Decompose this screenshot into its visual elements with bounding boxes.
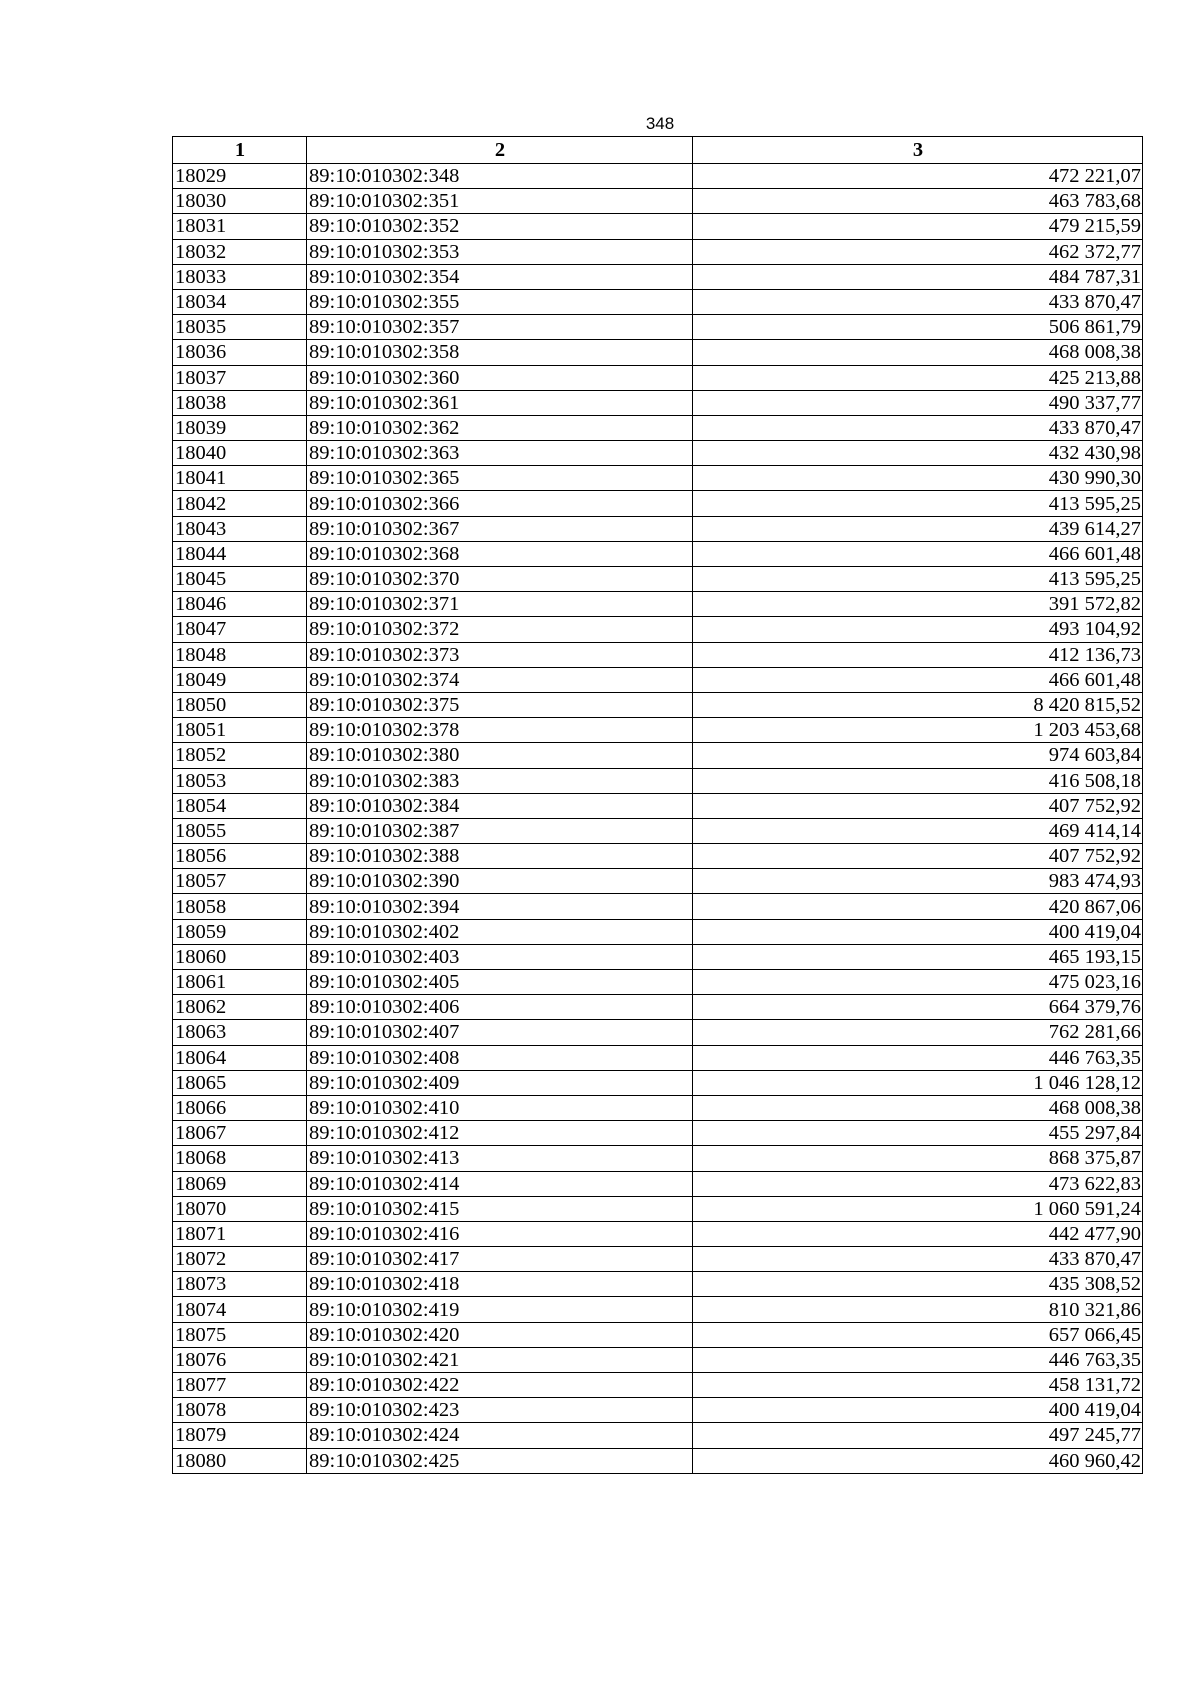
value-cell: 466 601,48 [693,667,1143,692]
cadastral-number-cell: 89:10:010302:412 [307,1121,693,1146]
row-number-cell: 18072 [173,1247,307,1272]
value-cell: 472 221,07 [693,164,1143,189]
cadastral-number-cell: 89:10:010302:419 [307,1297,693,1322]
row-number-cell: 18053 [173,768,307,793]
cadastral-number-cell: 89:10:010302:406 [307,995,693,1020]
row-number-cell: 18066 [173,1095,307,1120]
value-cell: 433 870,47 [693,1247,1143,1272]
cadastral-number-cell: 89:10:010302:413 [307,1146,693,1171]
table-row [173,365,1143,390]
row-number-cell: 18060 [173,944,307,969]
value-cell: 983 474,93 [693,869,1143,894]
table-row [173,491,1143,516]
cadastral-number-cell: 89:10:010302:348 [307,164,693,189]
cadastral-number-cell: 89:10:010302:421 [307,1347,693,1372]
table-row [173,844,1143,869]
cadastral-number-cell: 89:10:010302:424 [307,1423,693,1448]
cadastral-number-cell: 89:10:010302:415 [307,1196,693,1221]
value-cell: 868 375,87 [693,1146,1143,1171]
row-number-cell: 18068 [173,1146,307,1171]
cadastral-number-cell: 89:10:010302:351 [307,189,693,214]
cadastral-number-cell: 89:10:010302:425 [307,1448,693,1473]
value-cell: 407 752,92 [693,844,1143,869]
cadastral-number-cell: 89:10:010302:352 [307,214,693,239]
row-number-cell: 18061 [173,970,307,995]
row-number-cell: 18049 [173,667,307,692]
cadastral-number-cell: 89:10:010302:362 [307,415,693,440]
value-cell: 442 477,90 [693,1221,1143,1246]
cadastral-number-cell: 89:10:010302:405 [307,970,693,995]
cadastral-number-cell: 89:10:010302:416 [307,1221,693,1246]
cadastral-number-cell: 89:10:010302:374 [307,667,693,692]
table-row [173,1448,1143,1473]
row-number-cell: 18031 [173,214,307,239]
page-number: 348 [645,114,675,133]
table-row [173,390,1143,415]
value-cell: 420 867,06 [693,894,1143,919]
table-row [173,567,1143,592]
row-number-cell: 18055 [173,818,307,843]
cadastral-number-cell: 89:10:010302:390 [307,869,693,894]
cadastral-number-cell: 89:10:010302:367 [307,516,693,541]
table-row [173,818,1143,843]
row-number-cell: 18078 [173,1398,307,1423]
table-row [173,1221,1143,1246]
cadastral-number-cell: 89:10:010302:417 [307,1247,693,1272]
table-row [173,1347,1143,1372]
row-number-cell: 18070 [173,1196,307,1221]
value-cell: 497 245,77 [693,1423,1143,1448]
registry-table [172,136,1143,1474]
row-number-cell: 18046 [173,592,307,617]
table-row [173,1146,1143,1171]
cadastral-number-cell: 89:10:010302:373 [307,642,693,667]
value-cell: 657 066,45 [693,1322,1143,1347]
value-cell: 1 060 591,24 [693,1196,1143,1221]
table-row [173,1095,1143,1120]
row-number-cell: 18038 [173,390,307,415]
row-number-cell: 18065 [173,1070,307,1095]
cadastral-number-cell: 89:10:010302:384 [307,793,693,818]
cadastral-number-cell: 89:10:010302:410 [307,1095,693,1120]
row-number-cell: 18059 [173,919,307,944]
table-row [173,1297,1143,1322]
value-cell: 432 430,98 [693,441,1143,466]
row-number-cell: 18069 [173,1171,307,1196]
row-number-cell: 18064 [173,1045,307,1070]
column-header-2: 2 [307,137,693,164]
value-cell: 455 297,84 [693,1121,1143,1146]
value-cell: 490 337,77 [693,390,1143,415]
value-cell: 1 046 128,12 [693,1070,1143,1095]
table-row [173,541,1143,566]
value-cell: 413 595,25 [693,567,1143,592]
table-row [173,617,1143,642]
cadastral-number-cell: 89:10:010302:375 [307,692,693,717]
value-cell: 468 008,38 [693,1095,1143,1120]
row-number-cell: 18052 [173,743,307,768]
table-row [173,894,1143,919]
row-number-cell: 18063 [173,1020,307,1045]
row-number-cell: 18045 [173,567,307,592]
value-cell: 1 203 453,68 [693,718,1143,743]
cadastral-number-cell: 89:10:010302:402 [307,919,693,944]
value-cell: 446 763,35 [693,1045,1143,1070]
cadastral-number-cell: 89:10:010302:422 [307,1373,693,1398]
value-cell: 446 763,35 [693,1347,1143,1372]
cadastral-number-cell: 89:10:010302:380 [307,743,693,768]
value-cell: 466 601,48 [693,541,1143,566]
table-row [173,1020,1143,1045]
value-cell: 465 193,15 [693,944,1143,969]
value-cell: 400 419,04 [693,1398,1143,1423]
cadastral-number-cell: 89:10:010302:420 [307,1322,693,1347]
row-number-cell: 18057 [173,869,307,894]
table-row [173,970,1143,995]
table-row [173,743,1143,768]
value-cell: 391 572,82 [693,592,1143,617]
table-row [173,1423,1143,1448]
row-number-cell: 18077 [173,1373,307,1398]
value-cell: 468 008,38 [693,340,1143,365]
table-row [173,642,1143,667]
table-row [173,919,1143,944]
table-row [173,667,1143,692]
header-row [173,137,1143,164]
row-number-cell: 18044 [173,541,307,566]
value-cell: 8 420 815,52 [693,692,1143,717]
value-cell: 400 419,04 [693,919,1143,944]
table-row [173,1272,1143,1297]
cadastral-number-cell: 89:10:010302:407 [307,1020,693,1045]
cadastral-number-cell: 89:10:010302:423 [307,1398,693,1423]
cadastral-number-cell: 89:10:010302:371 [307,592,693,617]
cadastral-number-cell: 89:10:010302:372 [307,617,693,642]
value-cell: 425 213,88 [693,365,1143,390]
value-cell: 463 783,68 [693,189,1143,214]
row-number-cell: 18041 [173,466,307,491]
value-cell: 484 787,31 [693,264,1143,289]
table-row [173,1196,1143,1221]
table-row [173,1070,1143,1095]
table-body [173,164,1143,1474]
table-row [173,1045,1143,1070]
table-row [173,995,1143,1020]
cadastral-number-cell: 89:10:010302:360 [307,365,693,390]
table-row [173,1171,1143,1196]
cadastral-number-cell: 89:10:010302:361 [307,390,693,415]
table-row [173,592,1143,617]
row-number-cell: 18051 [173,718,307,743]
cadastral-number-cell: 89:10:010302:418 [307,1272,693,1297]
cadastral-number-cell: 89:10:010302:409 [307,1070,693,1095]
value-cell: 435 308,52 [693,1272,1143,1297]
cadastral-number-cell: 89:10:010302:414 [307,1171,693,1196]
cadastral-number-cell: 89:10:010302:357 [307,315,693,340]
row-number-cell: 18032 [173,239,307,264]
cadastral-number-cell: 89:10:010302:403 [307,944,693,969]
value-cell: 433 870,47 [693,415,1143,440]
table-row [173,315,1143,340]
table-row [173,768,1143,793]
row-number-cell: 18037 [173,365,307,390]
value-cell: 416 508,18 [693,768,1143,793]
row-number-cell: 18075 [173,1322,307,1347]
row-number-cell: 18047 [173,617,307,642]
cadastral-number-cell: 89:10:010302:370 [307,567,693,592]
row-number-cell: 18074 [173,1297,307,1322]
row-number-cell: 18054 [173,793,307,818]
value-cell: 433 870,47 [693,289,1143,314]
row-number-cell: 18067 [173,1121,307,1146]
table-row [173,1322,1143,1347]
table-row [173,516,1143,541]
row-number-cell: 18034 [173,289,307,314]
cadastral-number-cell: 89:10:010302:358 [307,340,693,365]
cadastral-number-cell: 89:10:010302:383 [307,768,693,793]
table-row [173,239,1143,264]
row-number-cell: 18040 [173,441,307,466]
row-number-cell: 18080 [173,1448,307,1473]
table-row [173,340,1143,365]
table-row [173,214,1143,239]
value-cell: 479 215,59 [693,214,1143,239]
row-number-cell: 18050 [173,692,307,717]
value-cell: 413 595,25 [693,491,1143,516]
row-number-cell: 18079 [173,1423,307,1448]
value-cell: 460 960,42 [693,1448,1143,1473]
value-cell: 430 990,30 [693,466,1143,491]
row-number-cell: 18043 [173,516,307,541]
value-cell: 473 622,83 [693,1171,1143,1196]
cadastral-number-cell: 89:10:010302:354 [307,264,693,289]
value-cell: 458 131,72 [693,1373,1143,1398]
row-number-cell: 18033 [173,264,307,289]
row-number-cell: 18029 [173,164,307,189]
value-cell: 664 379,76 [693,995,1143,1020]
row-number-cell: 18035 [173,315,307,340]
value-cell: 506 861,79 [693,315,1143,340]
table-row [173,1398,1143,1423]
cadastral-number-cell: 89:10:010302:388 [307,844,693,869]
row-number-cell: 18036 [173,340,307,365]
value-cell: 762 281,66 [693,1020,1143,1045]
table-row [173,189,1143,214]
cadastral-number-cell: 89:10:010302:365 [307,466,693,491]
value-cell: 412 136,73 [693,642,1143,667]
table-row [173,692,1143,717]
table-row [173,944,1143,969]
table-row [173,1373,1143,1398]
cadastral-number-cell: 89:10:010302:394 [307,894,693,919]
table-row [173,718,1143,743]
table-row [173,441,1143,466]
cadastral-number-cell: 89:10:010302:363 [307,441,693,466]
value-cell: 462 372,77 [693,239,1143,264]
table-row [173,415,1143,440]
cadastral-number-cell: 89:10:010302:408 [307,1045,693,1070]
value-cell: 407 752,92 [693,793,1143,818]
value-cell: 493 104,92 [693,617,1143,642]
value-cell: 475 023,16 [693,970,1143,995]
column-header-1: 1 [173,137,307,164]
value-cell: 439 614,27 [693,516,1143,541]
cadastral-number-cell: 89:10:010302:355 [307,289,693,314]
row-number-cell: 18042 [173,491,307,516]
row-number-cell: 18076 [173,1347,307,1372]
table-row [173,289,1143,314]
table-row [173,793,1143,818]
value-cell: 810 321,86 [693,1297,1143,1322]
table-row [173,264,1143,289]
table-row [173,1247,1143,1272]
row-number-cell: 18030 [173,189,307,214]
table-row [173,466,1143,491]
row-number-cell: 18073 [173,1272,307,1297]
table-header [173,137,1143,164]
value-cell: 469 414,14 [693,818,1143,843]
row-number-cell: 18039 [173,415,307,440]
row-number-cell: 18048 [173,642,307,667]
row-number-cell: 18062 [173,995,307,1020]
cadastral-number-cell: 89:10:010302:353 [307,239,693,264]
cadastral-number-cell: 89:10:010302:366 [307,491,693,516]
cadastral-number-cell: 89:10:010302:368 [307,541,693,566]
cadastral-number-cell: 89:10:010302:378 [307,718,693,743]
table-row [173,1121,1143,1146]
row-number-cell: 18058 [173,894,307,919]
cadastral-number-cell: 89:10:010302:387 [307,818,693,843]
row-number-cell: 18071 [173,1221,307,1246]
column-header-3: 3 [693,137,1143,164]
value-cell: 974 603,84 [693,743,1143,768]
table-row [173,164,1143,189]
table-row [173,869,1143,894]
row-number-cell: 18056 [173,844,307,869]
